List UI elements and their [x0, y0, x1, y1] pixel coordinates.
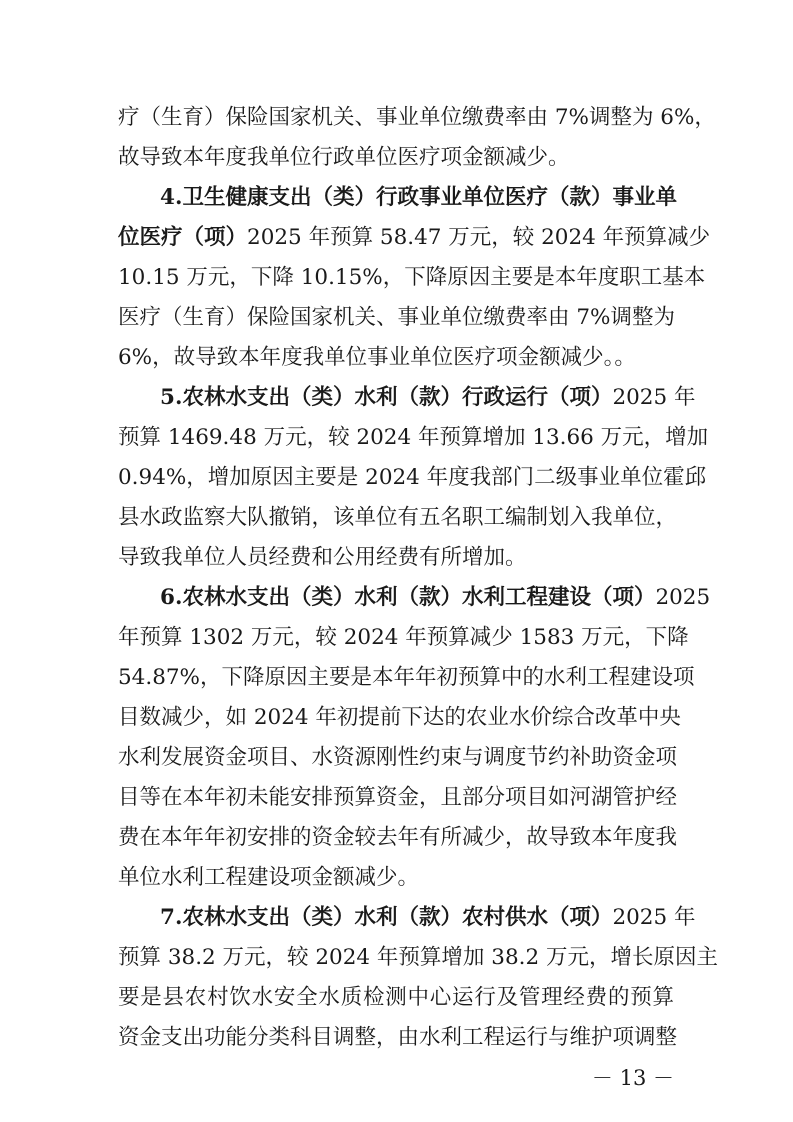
page-number: － 13 －: [591, 1066, 674, 1090]
section-heading: 4.卫生健康支出（类）行政事业单位医疗（款）事业单: [160, 185, 677, 210]
text-line: 医疗（生育）保险国家机关、事业单位缴费率由 7%调整为: [118, 305, 675, 330]
text-line: 目等在本年初未能安排预算资金，且部分项目如河湖管护经: [118, 785, 678, 810]
text-line: 资金支出功能分类科目调整，由水利工程运行与维护项调整: [118, 1025, 678, 1050]
text-line: 水利发展资金项目、水资源刚性约束与调度节约补助资金项: [118, 745, 678, 770]
section-heading: 7.农林水支出（类）水利（款）农村供水（项）2025 年: [160, 905, 696, 930]
text-line: 年预算 1302 万元，较 2024 年预算减少 1583 万元，下降: [118, 625, 689, 650]
text-line: 疗（生育）保险国家机关、事业单位缴费率由 7%调整为 6%，: [118, 105, 716, 130]
text-line: 54.87%，下降原因主要是本年年初预算中的水利工程建设项: [118, 665, 695, 690]
text-line: 目数减少，如 2024 年初提前下达的农业水价综合改革中央: [118, 705, 681, 730]
text-line: 预算 1469.48 万元，较 2024 年预算增加 13.66 万元，增加: [118, 425, 709, 450]
text-line: 6%，故导致本年度我单位事业单位医疗项金额减少。。: [118, 345, 636, 370]
section-heading: 5.农林水支出（类）水利（款）行政运行（项）2025 年: [160, 385, 696, 410]
text-line: 10.15 万元，下降 10.15%，下降原因主要是本年度职工基本: [118, 265, 706, 290]
section-heading: 6.农林水支出（类）水利（款）水利工程建设（项）2025: [160, 585, 711, 610]
text-line: 费在本年年初安排的资金较去年有所减少，故导致本年度我: [118, 825, 678, 850]
text-line: 预算 38.2 万元，较 2024 年预算增加 38.2 万元，增长原因主: [118, 945, 718, 970]
text-line: 位医疗（项）2025 年预算 58.47 万元，较 2024 年预算减少: [118, 225, 711, 250]
text-line: 单位水利工程建设项金额减少。: [118, 865, 420, 890]
text-line: 0.94%，增加原因主要是 2024 年度我部门二级事业单位霍邱: [118, 465, 707, 490]
text-line: 县水政监察大队撤销，该单位有五名职工编制划入我单位，: [118, 505, 678, 530]
text-line: 要是县农村饮水安全水质检测中心运行及管理经费的预算: [118, 985, 674, 1010]
text-line: 导致我单位人员经费和公用经费有所增加。: [118, 545, 527, 570]
text-line: 故导致本年度我单位行政单位医疗项金额减少。: [118, 145, 570, 170]
